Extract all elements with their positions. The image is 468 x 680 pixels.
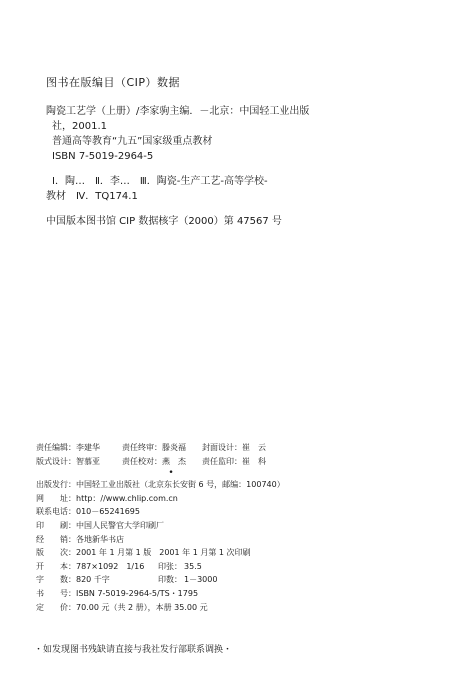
staff-value: 滕炎福 <box>162 443 186 452</box>
cip-subject-line-cont: 教材 Ⅳ．TQ174.1 <box>46 191 138 202</box>
cip-block <box>46 74 446 229</box>
distributor-row <box>36 533 456 547</box>
cip-subject-line: Ⅰ．陶… Ⅱ．李… Ⅲ．陶瓷-生产工艺-高等学校- <box>52 176 268 187</box>
staff-value: 智慕亚 <box>76 456 100 466</box>
price-label: 定 价： <box>36 602 76 612</box>
copies-value: 1－3000 <box>184 575 218 585</box>
book-number-row <box>36 587 456 601</box>
publisher-value: 中国轻工业出版社（北京东长安街 6 号，邮编：100740） <box>76 480 285 490</box>
staff-label: 责任编辑： <box>36 443 76 452</box>
replacement-notice: ・如发现图书残缺请直接与我社发行部联系调换・ <box>34 645 233 655</box>
sheets-label: 印张： <box>158 561 182 571</box>
distributor-label: 经 销： <box>36 534 76 544</box>
cip-number: 中国版本图书馆 CIP 数据核字（2000）第 47567 号 <box>46 216 282 227</box>
staff-value: 燕 杰 <box>162 456 186 466</box>
distributor-value: 各地新华书店 <box>76 534 124 544</box>
format-row <box>36 560 456 574</box>
cip-series: 普通高等教育“九五”国家级重点教材 <box>52 136 213 147</box>
cip-title-line: 陶瓷工艺学（上册）/李家驹主编．－北京：中国轻工业出版 <box>46 106 310 117</box>
staff-value: 崔 云 <box>242 443 266 452</box>
words-label: 字 数： <box>36 575 76 585</box>
website-label: 网 址： <box>36 493 76 503</box>
words-row <box>36 573 456 587</box>
staff-value: 崔 科 <box>242 456 266 466</box>
publisher-row <box>36 478 456 492</box>
website-value: http：//www.chlip.com.cn <box>76 493 178 503</box>
edition-label: 版 次： <box>36 548 76 558</box>
book-number-value: ISBN 7-5019-2964-5/TS・1795 <box>76 588 199 598</box>
sheets-value: 35.5 <box>184 561 202 571</box>
words-value: 820 千字 <box>76 575 110 585</box>
cip-heading: 图书在版编目（CIP）数据 <box>46 76 181 89</box>
staff-label: 封面设计： <box>202 443 242 452</box>
price-value: 70.00 元（共 2 册），本册 35.00 元 <box>76 602 208 612</box>
staff-label: 责任终审： <box>122 443 162 452</box>
cip-isbn: ISBN 7-5019-2964-5 <box>52 151 154 162</box>
edition-row <box>36 546 456 560</box>
separator-dot: • <box>168 468 174 479</box>
price-row <box>36 601 456 615</box>
phone-value: 010－65241695 <box>76 507 140 517</box>
website-row <box>36 492 456 506</box>
staff-label: 责任监印： <box>202 456 242 466</box>
format-value: 787×1092 1/16 <box>76 561 145 571</box>
printer-label: 印 刷： <box>36 520 76 530</box>
staff-value: 李建华 <box>76 443 100 452</box>
book-number-label: 书 号： <box>36 588 76 598</box>
format-label: 开 本： <box>36 561 76 571</box>
printer-value: 中国人民警官大学印刷厂 <box>76 520 164 530</box>
phone-row <box>36 505 456 519</box>
cip-title-line-cont: 社，2001.1 <box>52 121 107 132</box>
edition-value: 2001 年 1 月第 1 版 2001 年 1 月第 1 次印刷 <box>76 548 251 558</box>
staff-row-2 <box>36 455 456 469</box>
publisher-label: 出版发行： <box>36 480 76 490</box>
phone-label: 联系电话： <box>36 507 76 517</box>
staff-row-1 <box>36 441 456 455</box>
staff-label: 版式设计： <box>36 456 76 466</box>
printer-row <box>36 519 456 533</box>
copies-label: 印数： <box>158 575 182 585</box>
publication-info <box>36 441 456 614</box>
staff-label: 责任校对： <box>122 456 162 466</box>
